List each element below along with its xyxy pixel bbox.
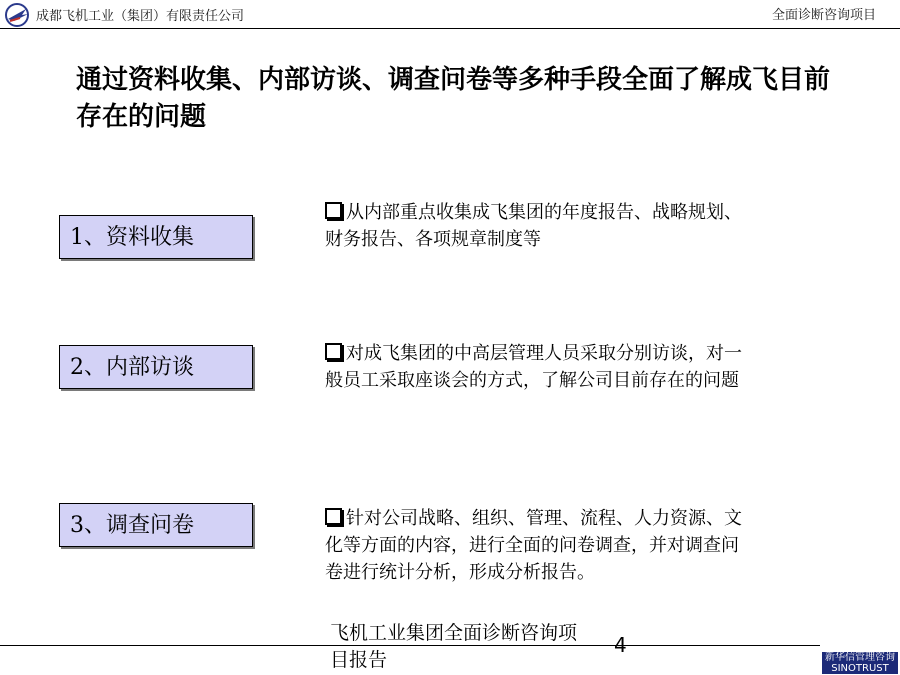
method-description-text-1: 从内部重点收集成飞集团的年度报告、战略规划、财务报告、各项规章制度等	[325, 202, 742, 250]
checkbox-bullet-icon	[325, 508, 342, 525]
footer-title: 飞机工业集团全面诊断咨询项目报告	[330, 622, 578, 671]
page-number: 4	[614, 633, 627, 657]
method-description-1	[325, 199, 755, 253]
method-description-text-2: 对成飞集团的中高层管理人员采取分别访谈，对一般员工采取座谈会的方式，了解公司目前存在的问题	[325, 343, 742, 391]
consultancy-logo-text: 新华信管理咨询	[825, 652, 895, 663]
consultancy-logo	[822, 652, 898, 674]
checkbox-bullet-icon	[325, 343, 342, 360]
checkbox-bullet-icon	[325, 202, 342, 219]
slide-title: 通过资料收集、内部访谈、调查问卷等多种手段全面了解成飞目前存在的问题	[76, 65, 831, 132]
company-logo-icon	[4, 2, 30, 28]
method-box-2: 2、内部访谈	[59, 345, 253, 389]
company-name: 成都飞机工业（集团）有限责任公司	[36, 9, 245, 24]
method-description-3	[325, 505, 755, 586]
method-description-2	[325, 340, 755, 394]
project-name: 全面诊断咨询项目	[771, 8, 876, 23]
method-box-1: 1、资料收集	[59, 215, 253, 259]
method-description-text-3: 针对公司战略、组织、管理、流程、人力资源、文化等方面的内容，进行全面的问卷调查，并对调查问卷进行统计分析，形成分析报告。	[325, 508, 742, 583]
header-divider	[0, 28, 900, 29]
consultancy-logo-subtext: SINOTRUST	[831, 663, 889, 674]
method-box-3: 3、调查问卷	[59, 503, 253, 547]
